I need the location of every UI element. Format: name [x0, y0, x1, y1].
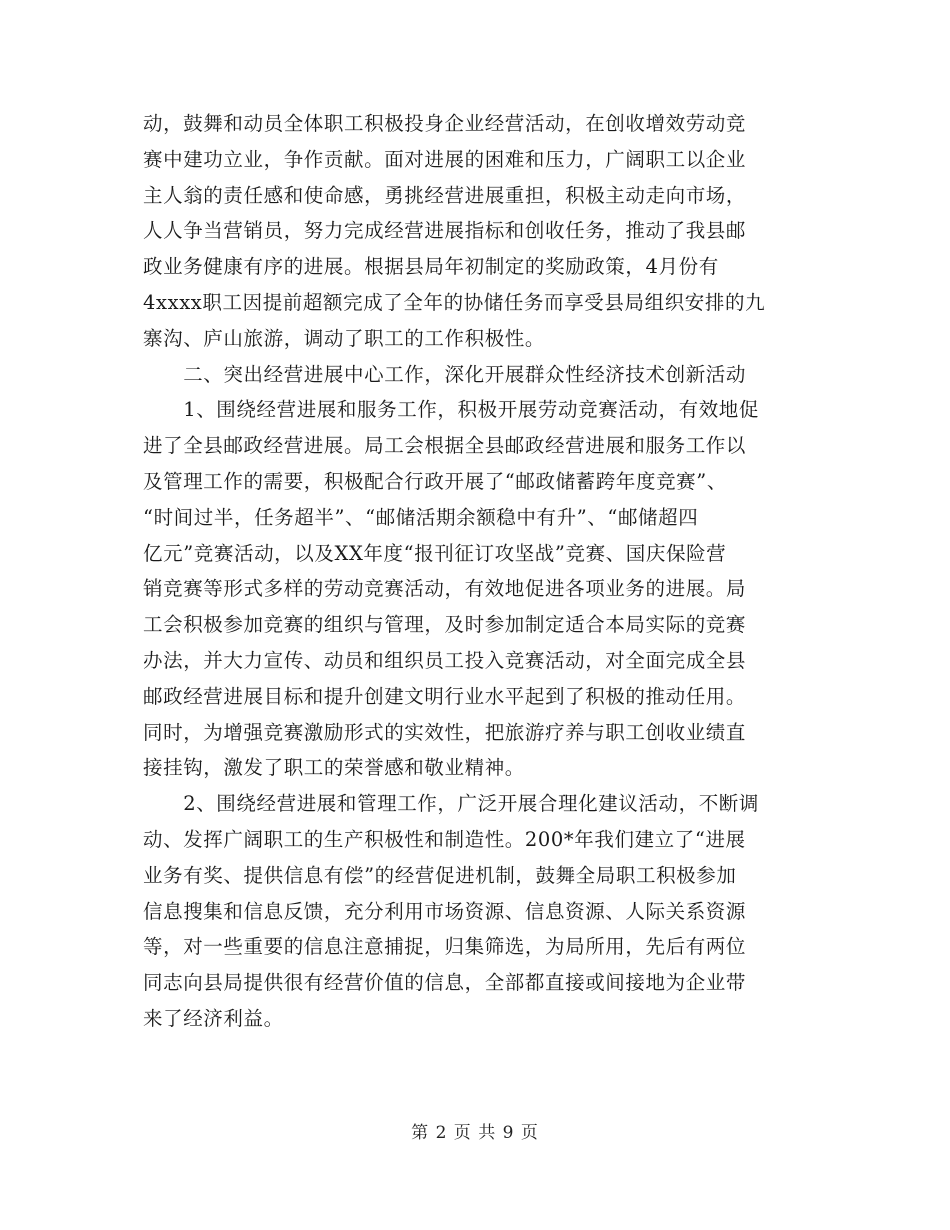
text-line: 动、发挥广阔职工的生产积极性和制造性。200*年我们建立了“进展 [143, 827, 746, 851]
text-line: 工会积极参加竞赛的组织与管理，及时参加制定适合本局实际的竞赛 [143, 613, 747, 637]
text-line: 政业务健康有序的进展。根据县局年初制定的奖励政策，4月份有 [143, 255, 719, 279]
section-heading: 二、突出经营进展中心工作，深化开展群众性经济技术创新活动 [143, 362, 747, 386]
text-line: 2、围绕经营进展和管理工作，广泛开展合理化建议活动，不断调 [143, 792, 760, 816]
text-line: 1、围绕经营进展和服务工作，积极开展劳动竞赛活动，有效地促 [143, 398, 760, 422]
text-line: 邮政经营进展目标和提升创建文明行业水平起到了积极的推动任用。 [143, 684, 747, 708]
text-line: 来了经济利益。 [143, 1006, 284, 1030]
text-line: 接挂钩，激发了职工的荣誉感和敬业精神。 [143, 756, 525, 780]
text-line: 主人翁的责任感和使命感，勇挑经营进展重担，积极主动走向市场， [143, 183, 747, 207]
text-line: “时间过半，任务超半”、“邮储活期余额稳中有升”、“邮储超四 [143, 505, 699, 529]
text-line: 办法，并大力宣传、动员和组织员工投入竞赛活动，对全面完成全县 [143, 648, 747, 672]
page-number-footer: 第 2 页 共 9 页 [411, 1123, 539, 1143]
text-line: 进了全县邮政经营进展。局工会根据全县邮政经营进展和服务工作以 [143, 434, 747, 458]
text-line: 业务有奖、提供信息有偿”的经营促进机制，鼓舞全局职工积极参加 [143, 863, 737, 887]
text-line: 同志向县局提供很有经营价值的信息，全部都直接或间接地为企业带 [143, 971, 747, 995]
text-line: 寨沟、庐山旅游，调动了职工的工作积极性。 [143, 326, 546, 350]
text-line: 同时，为增强竞赛激励形式的实效性，把旅游疗养与职工创收业绩直 [143, 720, 747, 744]
text-line: 赛中建功立业，争作贡献。面对进展的困难和压力，广阔职工以企业 [143, 147, 747, 171]
text-line: 及管理工作的需要，积极配合行政开展了“邮政储蓄跨年度竞赛”、 [143, 469, 727, 493]
text-line: 信息搜集和信息反馈，充分利用市场资源、信息资源、人际关系资源 [143, 899, 747, 923]
body-text [143, 106, 813, 1037]
text-line: 人人争当营销员，努力完成经营进展指标和创收任务，推动了我县邮 [143, 219, 747, 243]
text-line: 亿元”竞赛活动，以及XX年度“报刊征订攻坚战”竞赛、国庆保险营 [143, 541, 727, 565]
text-line: 销竞赛等形式多样的劳动竞赛活动，有效地促进各项业务的进展。局 [143, 577, 747, 601]
text-line: 等，对一些重要的信息注意捕捉，归集筛选，为局所用，先后有两位 [143, 935, 747, 959]
text-line: 动，鼓舞和动员全体职工积极投身企业经营活动，在创收增效劳动竞 [143, 112, 747, 135]
text-line: 4xxxx职工因提前超额完成了全年的协储任务而享受县局组织安排的九 [143, 290, 766, 314]
